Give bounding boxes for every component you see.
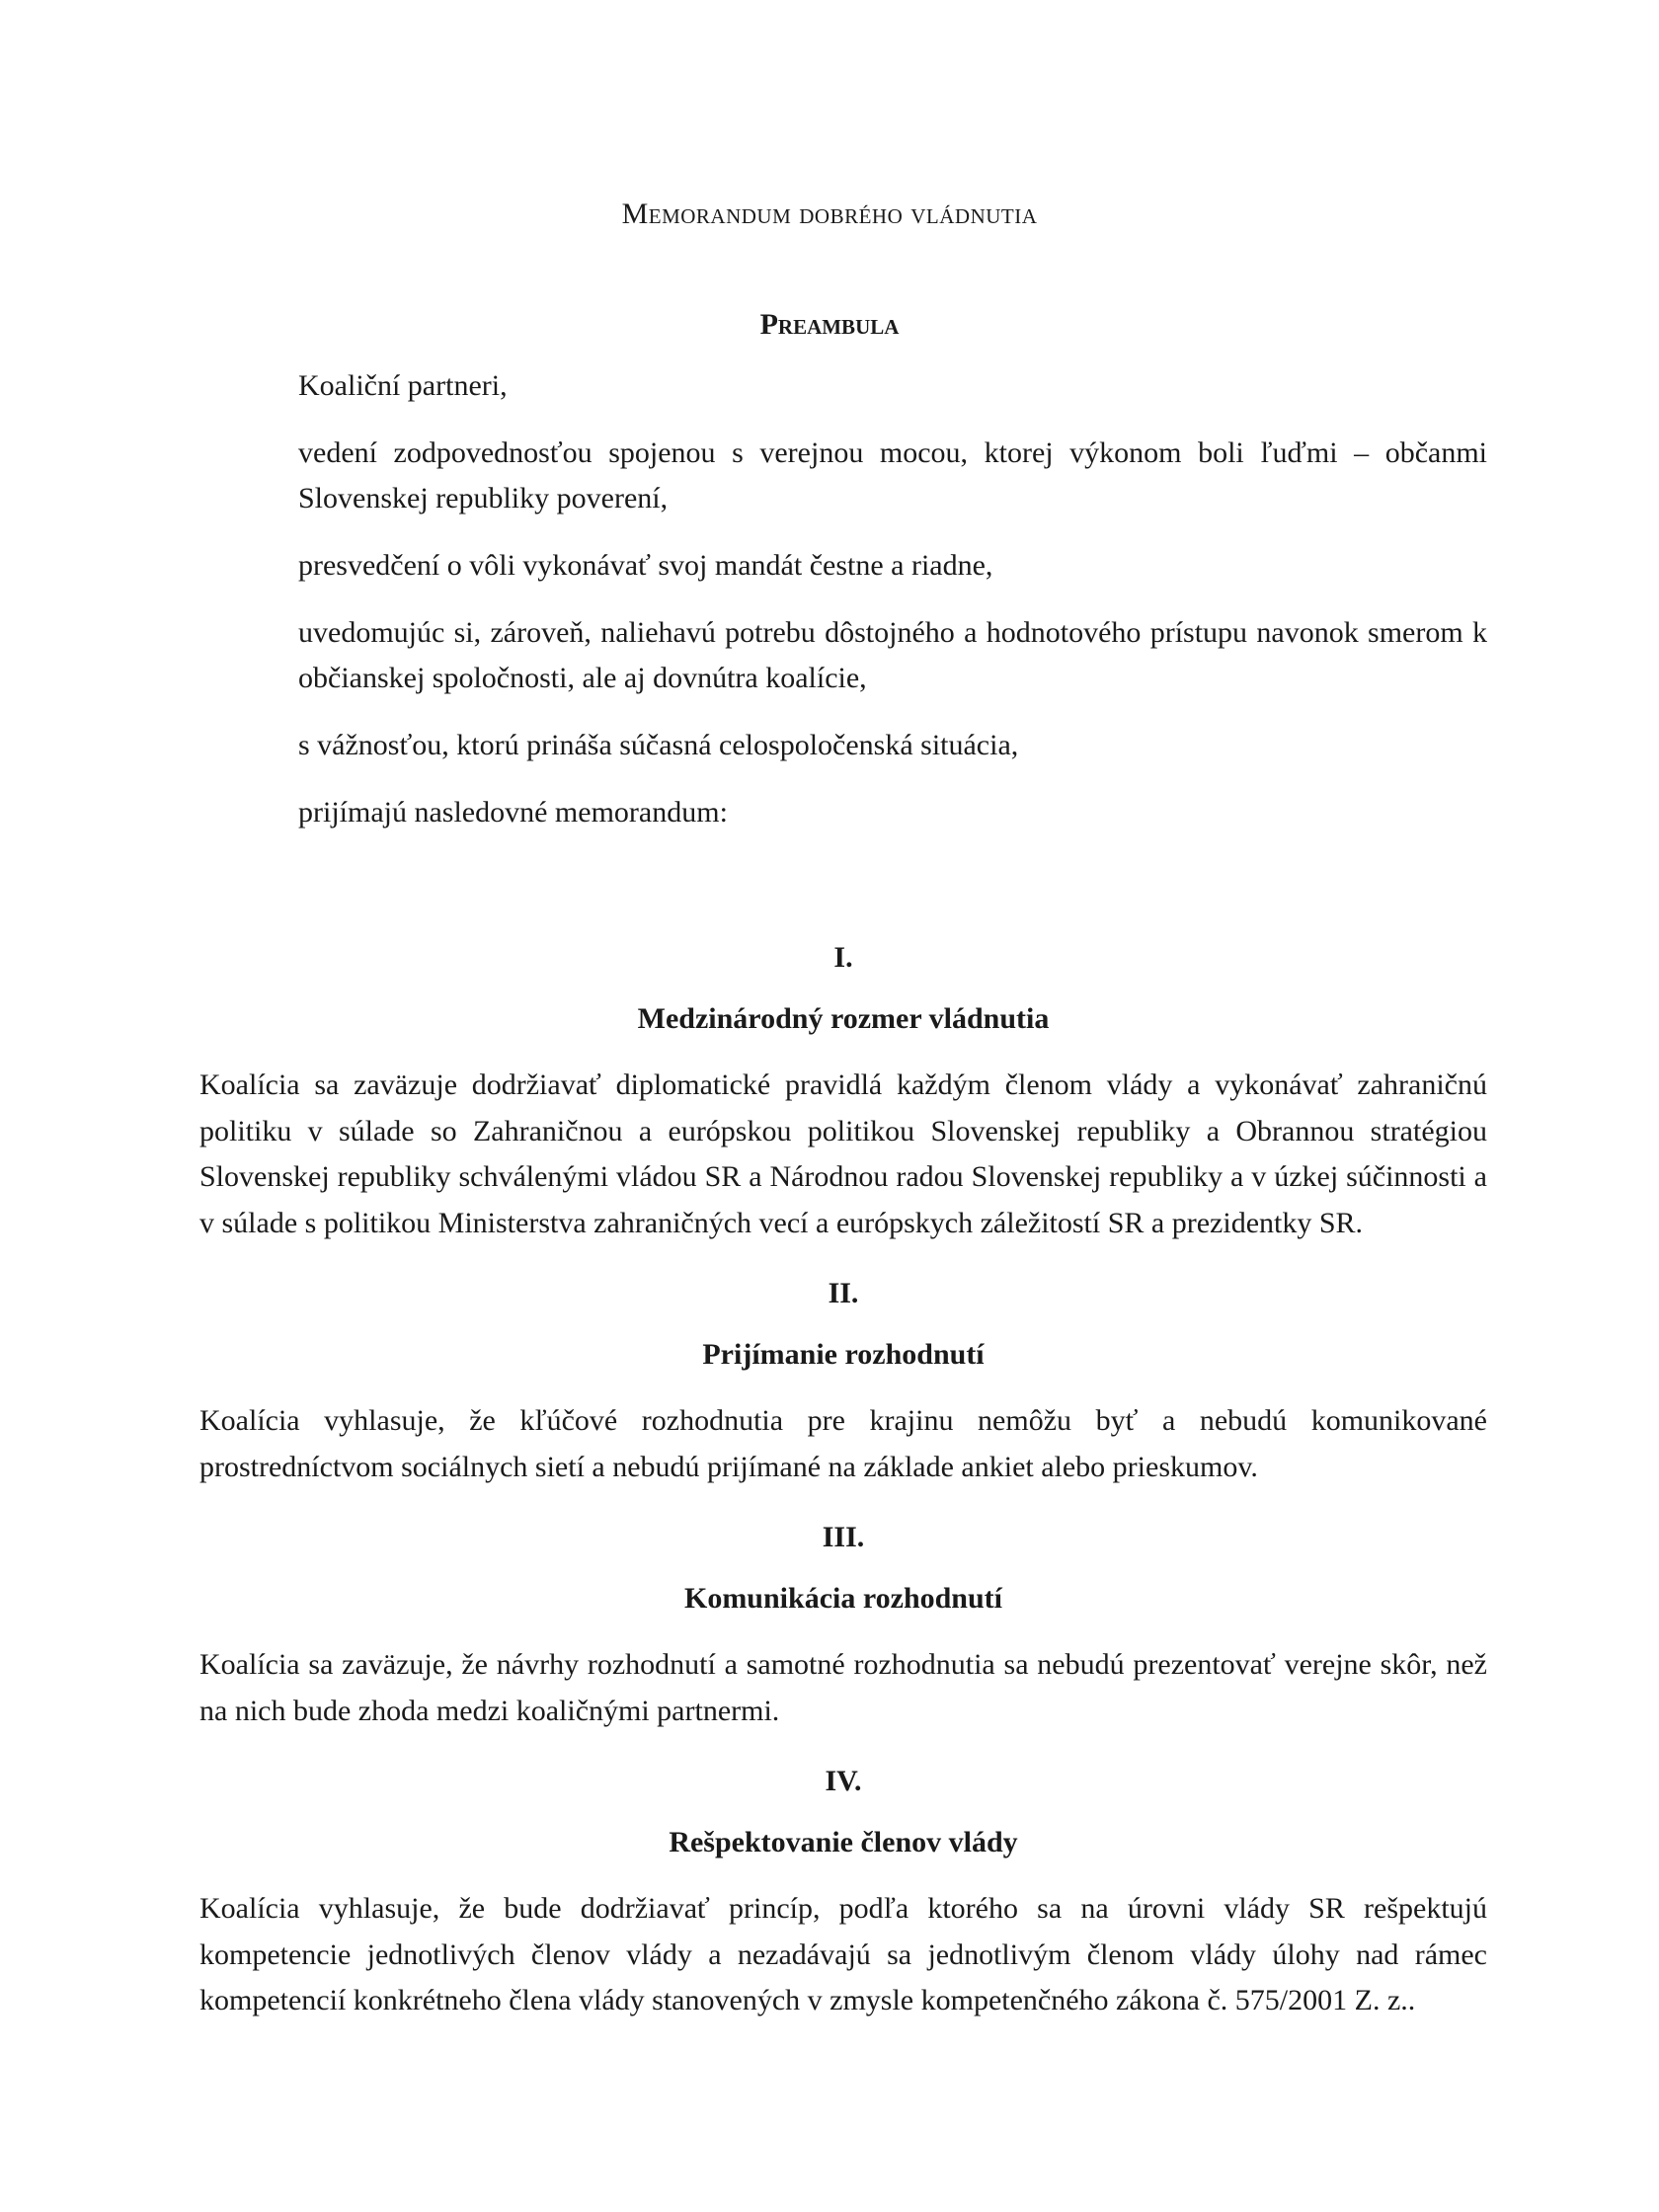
- preamble-heading: [0, 308, 1659, 342]
- document-title-text: Memorandum dobrého vládnutia: [621, 198, 1038, 230]
- section-title: Medzinárodný rozmer vládnutia: [637, 1002, 1050, 1035]
- preamble-paragraph: s vážnosťou, ktorú prináša súčasná celospoločenská situácia,: [298, 729, 1019, 761]
- section-ii: [199, 1272, 1487, 1490]
- preamble-paragraph: uvedomujúc si, zároveň, naliehavú potrebu dôstojného a hodnotového prístupu navonok smerom k občianskej spoločnosti, ale aj dovnútra koalície,: [298, 616, 1487, 694]
- section-body: Koalícia vyhlasuje, že kľúčové rozhodnutia pre krajinu nemôžu byť a nebudú komunikované prostredníctvom sociálnych sietí a nebudú prijímané na základe ankiet alebo prieskumov.: [199, 1404, 1487, 1483]
- section-title: Komunikácia rozhodnutí: [683, 1582, 1003, 1615]
- preamble-heading-text: Preambula: [759, 308, 900, 341]
- preamble-paragraph: prijímajú nasledovné memorandum:: [298, 796, 728, 829]
- section-iii: [199, 1516, 1487, 1734]
- preamble-paragraph: Koaliční partneri,: [298, 369, 508, 402]
- preamble: [298, 363, 1487, 835]
- preamble-paragraph: presvedčení o vôli vykonávať svoj mandát čestne a riadne,: [298, 549, 993, 582]
- section-body: Koalícia sa zaväzuje dodržiavať diplomatické pravidlá každým členom vlády a vykonávať zahraničnú politiku v súlade so Zahraničnou a európskou politikou Slovenskej republiky a Obrannou stratégiou Slovenskej republiky schválenými vládou SR a Národnou radou Slovenskej republiky a v úzkej súčinnosti a v súlade s politikou Ministerstva zahraničných vecí a európskych záležitostí SR a prezidentky SR.: [199, 1068, 1487, 1239]
- section-i: [199, 936, 1487, 1246]
- section-number: III.: [822, 1521, 865, 1553]
- section-iv: [199, 1760, 1487, 2024]
- section-body: Koalícia sa zaväzuje, že návrhy rozhodnutí a samotné rozhodnutia sa nebudú prezentovať verejne skôr, než na nich bude zhoda medzi koaličnými partnermi.: [199, 1648, 1487, 1727]
- section-title: Prijímanie rozhodnutí: [702, 1338, 985, 1371]
- section-number: I.: [833, 941, 853, 974]
- section-number: IV.: [825, 1765, 862, 1797]
- preamble-paragraph: vedení zodpovednosťou spojenou s verejnou mocou, ktorej výkonom boli ľuďmi – občanmi Slovenskej republiky poverení,: [298, 436, 1487, 514]
- section-body: Koalícia vyhlasuje, že bude dodržiavať princíp, podľa ktorého sa na úrovni vlády SR rešpektujú kompetencie jednotlivých členov vlády a nezadávajú sa jednotlivým členom vlády úlohy nad rámec kompetencií konkrétneho člena vlády stanovených v zmysle kompetenčného zákona č. 575/2001 Z. z..: [199, 1892, 1487, 2016]
- section-number: II.: [828, 1277, 859, 1309]
- document-title: [0, 198, 1659, 231]
- section-title: Rešpektovanie členov vlády: [669, 1826, 1018, 1858]
